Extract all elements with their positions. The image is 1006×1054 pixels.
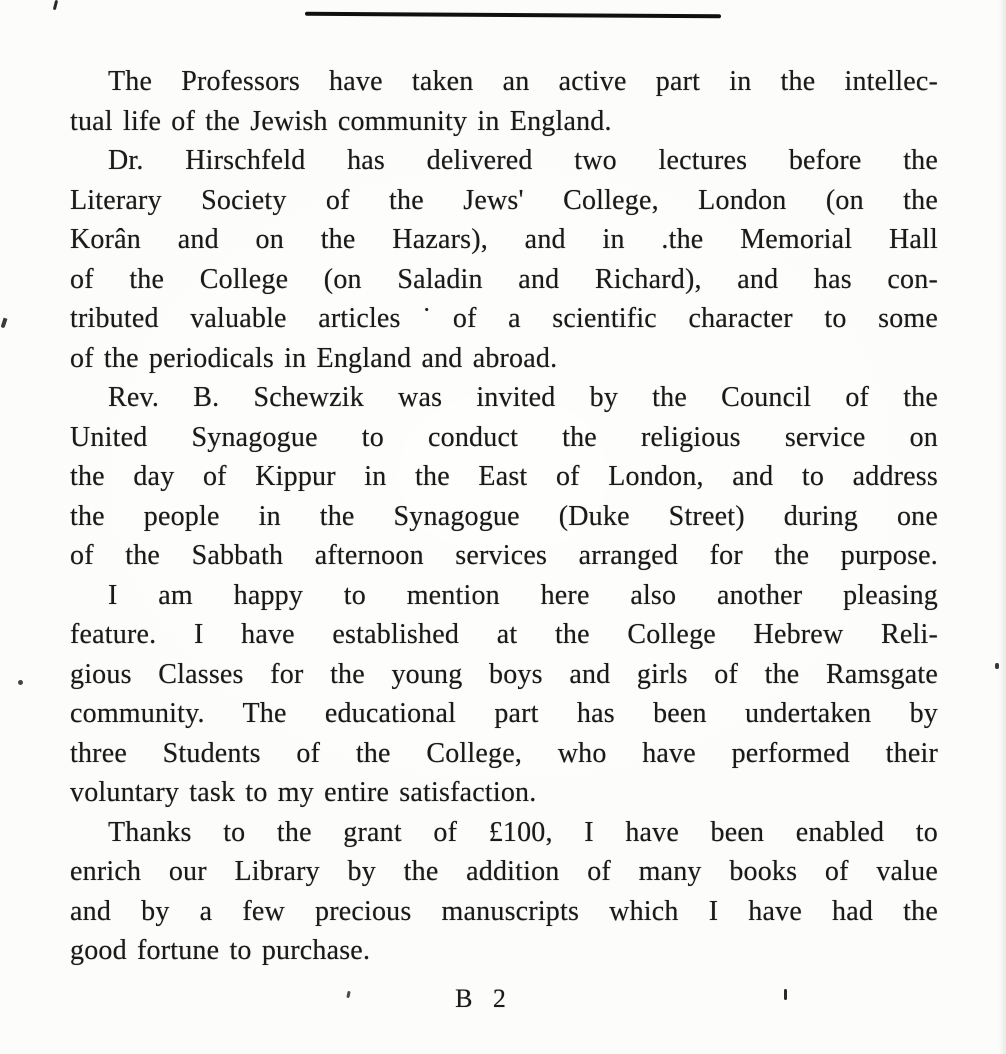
ink-speck-left-margin-dot bbox=[18, 680, 23, 685]
text-line: feature. I have established at the College Hebrew Reli- bbox=[70, 619, 938, 650]
text-line: Dr. Hirschfeld has delivered two lectures before the bbox=[108, 145, 938, 176]
ink-speck-top-left-tick bbox=[53, 0, 58, 10]
text-line: enrich our Library by the addition of many books of value bbox=[70, 856, 938, 887]
text-line: Korân and on the Hazars), and in .the Memorial Hall bbox=[70, 224, 938, 255]
ink-speck-left-margin-comma bbox=[1, 318, 8, 329]
text-line: good fortune to purchase. bbox=[70, 935, 371, 966]
text-line: of the Sabbath afternoon services arranged for the purpose. bbox=[70, 540, 938, 571]
text-line: and by a few precious manuscripts which I have had the bbox=[70, 895, 938, 927]
text-line: I am happy to mention here also another pleasing bbox=[108, 579, 938, 611]
text-line: tual life of the Jewish community in England. bbox=[70, 105, 612, 137]
paragraph-library-grant bbox=[70, 813, 938, 971]
text-line: of the College (on Saladin and Richard), and has con- bbox=[70, 263, 938, 295]
section-divider-rule bbox=[305, 12, 721, 19]
paragraph-professors bbox=[70, 62, 938, 141]
paragraph-hirschfeld bbox=[70, 141, 938, 378]
text-line: three Students of the College, who have performed their bbox=[70, 737, 938, 769]
text-line: gious Classes for the young boys and girls of the Ramsgate bbox=[70, 658, 938, 690]
text-line: Literary Society of the Jews' College, London (on the bbox=[70, 184, 938, 216]
text-line: the people in the Synagogue (Duke Street) during one bbox=[70, 500, 938, 532]
text-line: United Synagogue to conduct the religious service on bbox=[70, 421, 938, 453]
text-line: tributed valuable articles˙of a scientific character to some bbox=[70, 303, 938, 334]
paragraph-schewzik bbox=[70, 378, 938, 576]
text-line: Rev. B. Schewzik was invited by the Council of the bbox=[108, 382, 938, 413]
text-line: the day of Kippur in the East of London, and to address bbox=[70, 461, 938, 492]
text-line: voluntary task to my entire satisfaction. bbox=[70, 777, 537, 808]
text-line: Thanks to the grant of £100, I have been enabled to bbox=[108, 816, 938, 848]
paragraph-religious-classes bbox=[70, 576, 938, 813]
text-line: The Professors have taken an active part in the intellec- bbox=[108, 66, 938, 97]
text-line: of the periodicals in England and abroad. bbox=[70, 342, 558, 374]
ink-speck-bottom-right-tick bbox=[784, 989, 787, 1000]
scan-edge-shading bbox=[999, 0, 1006, 1054]
signature-mark: B 2 bbox=[455, 984, 507, 1013]
page-text-block bbox=[70, 62, 938, 971]
text-line: community. The educational part has been undertaken by bbox=[70, 698, 938, 729]
